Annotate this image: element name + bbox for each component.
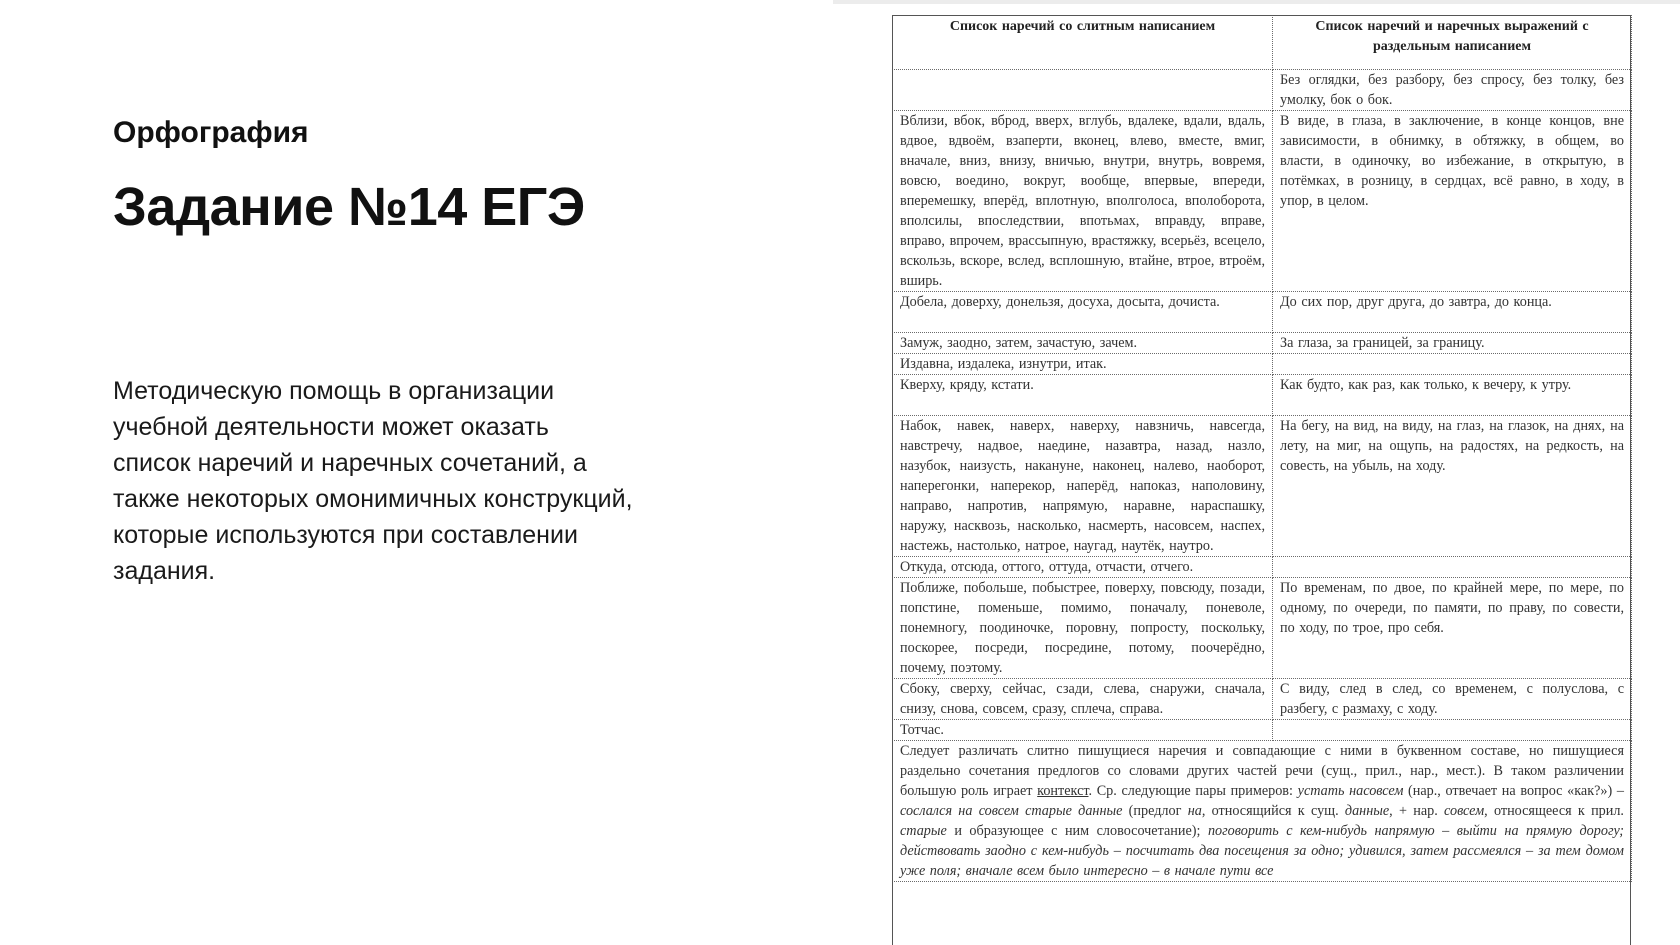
table-cell: Тотчас. — [893, 720, 1273, 741]
table-cell: Вблизи, вбок, вброд, вверх, вглубь, вдалеке, вдали, вдаль, вдвое, вдвоём, взаперти, вконец, влево, вместе, вмиг, вначале, вниз, внизу, вничью, внутри, внутрь, вовремя, вовсю, воедино, вокруг, вообще, впервые, впереди, вперемешку, вперёд, вплотную, вполголоса, вполоборота, вполсилы, впоследствии, впотьмах, вправду, вправе, вправо, впрочем, врассыпную, врастяжку, всерьёз, всецело, вскользь, вскоре, вслед, всплошную, втайне, втрое, втроём, вширь. — [893, 111, 1273, 292]
adverbs-table — [892, 15, 1632, 882]
table-cell: За глаза, за границей, за границу. — [1273, 333, 1632, 354]
header-fused: Список наречий со слитным написанием — [893, 16, 1273, 70]
table-cell: Издавна, издалека, изнутри, итак. — [893, 354, 1273, 375]
table-cell: Поближе, побольше, побыстрее, поверху, повсюду, позади, попстине, поменьше, помимо, поначалу, поневоле, понемногу, поодиночке, поровну, попросту, поскольку, поскорее, посреди, посредине, потому, поочерёдно, почему, поэтому. — [893, 578, 1273, 679]
table-row — [893, 354, 1632, 375]
table-cell — [1273, 354, 1632, 375]
table-row — [893, 333, 1632, 354]
table-cell: Кверху, кряду, кстати. — [893, 375, 1273, 416]
table-cell — [1273, 720, 1632, 741]
table-cell: Откуда, отсюда, оттого, оттуда, отчасти, отчего. — [893, 557, 1273, 578]
table-cell: До сих пор, друг друга, до завтра, до конца. — [1273, 292, 1632, 333]
description-paragraph: Методическую помощь в организации учебной деятельности может оказать список наречий и наречных сочетаний, а также некоторых омонимичных конструкций, которые используются при составлении задания. — [113, 377, 633, 585]
table-note-row — [893, 741, 1632, 882]
table-row — [893, 70, 1632, 111]
document-image — [833, 0, 1680, 945]
document-top-edge — [833, 0, 1680, 4]
table-cell: Сбоку, сверху, сейчас, сзади, слева, снаружи, сначала, снизу, снова, совсем, сразу, сплеча, справа. — [893, 679, 1273, 720]
section-label: Орфография — [113, 116, 309, 149]
page-title: Задание №14 ЕГЭ — [113, 177, 585, 237]
table-row — [893, 292, 1632, 333]
table-cell: Как будто, как раз, как только, к вечеру, к утру. — [1273, 375, 1632, 416]
table-row — [893, 557, 1632, 578]
table-row — [893, 679, 1632, 720]
table-cell: Набок, навек, наверх, наверху, навзничь, навсегда, навстречу, надвое, наедине, назавтра, назад, назло, назубок, наизусть, накануне, наконец, налево, наоборот, наперегонки, наперекор, наперёд, напоказ, наполовину, направо, напротив, напрямую, наравне, нараспашку, наружу, насквозь, насколько, насмерть, насовсем, наспех, настежь, настолько, натрое, наугад, наутёк, наутро. — [893, 416, 1273, 557]
table-row — [893, 720, 1632, 741]
table-row — [893, 111, 1632, 292]
table-cell: По временам, по двое, по крайней мере, по мере, по одному, по очереди, по памяти, по праву, по совести, по ходу, по трое, про себя. — [1273, 578, 1632, 679]
table-cell — [1273, 557, 1632, 578]
table-cell: Замуж, заодно, затем, зачастую, зачем. — [893, 333, 1273, 354]
table-note: Следует различать слитно пишущиеся наречия и совпадающие с ними в буквенном составе, но пишущиеся раздельно сочетания предлогов со словами других частей речи (сущ., прил., нар., мест.). В таком различении большую роль играет контекст. Ср. следующие пары примеров: устать насовсем (нар., отвечает на вопрос «как?») – сослался на совсем старые данные (предлог на, относящийся к сущ. данные, + нар. совсем, относящееся к прил. старые и образующее с ним словосочетание); поговорить с кем-нибудь напрямую – выйти на прямую дорогу; действовать заодно с кем-нибудь – посчитать два посещения за одно; удивился, затем рассмеялся – за тем домом уже поля; вначале всем было интересно – в начале пути все — [893, 741, 1632, 882]
table-cell: На бегу, на вид, на виду, на глаз, на глазок, на днях, на лету, на миг, на ощупь, на радостях, на редкость, на совесть, на убыль, на ходу. — [1273, 416, 1632, 557]
table-cell: В виде, в глаза, в заключение, в конце концов, вне зависимости, в обнимку, в обтяжку, в общем, во власти, в одиночку, во избежание, в открытую, в потёмках, в розницу, в сердцах, всё равно, в ходу, в упор, в целом. — [1273, 111, 1632, 292]
table-cell — [893, 70, 1273, 111]
context-word: контекст — [1037, 783, 1089, 799]
table-cell: Добела, доверху, донельзя, досуха, досыта, дочиста. — [893, 292, 1273, 333]
table-cell: Без оглядки, без разбору, без спросу, без толку, без умолку, бок о бок. — [1273, 70, 1632, 111]
table-cell: С виду, след в след, со временем, с полуслова, с разбегу, с размаху, с ходу. — [1273, 679, 1632, 720]
table-row — [893, 375, 1632, 416]
table-row — [893, 578, 1632, 679]
table-row — [893, 416, 1632, 557]
header-separate: Список наречий и наречных выражений с раздельным написанием — [1273, 16, 1632, 70]
table-header-row — [893, 16, 1632, 70]
